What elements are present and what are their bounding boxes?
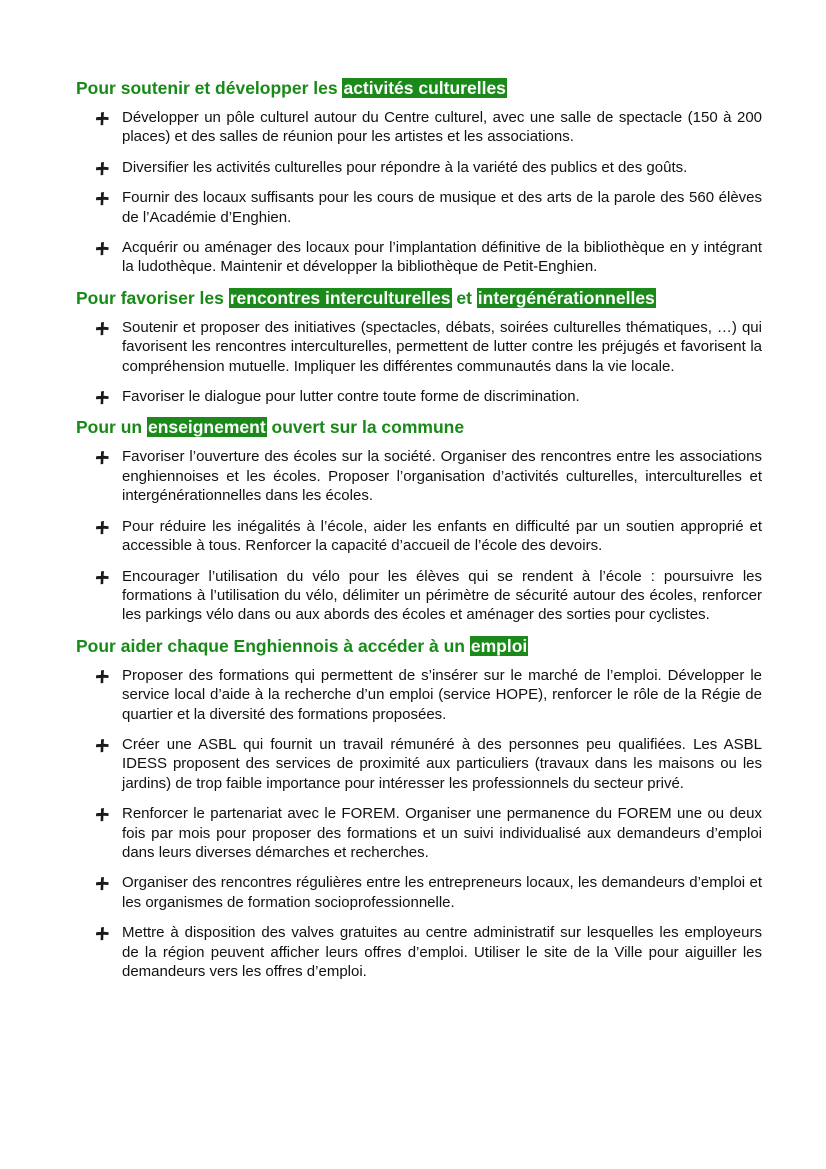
list-item [76,517,762,556]
cross-plus-icon [95,520,110,535]
list-item-text: Fournir des locaux suffisants pour les cours de musique et des arts de la parole des 560 élèves de l’Académie d’Enghien. [122,189,762,226]
list-item-text: Mettre à disposition des valves gratuites au centre administratif sur lesquelles les employeurs de la région peuvent afficher leurs offres d’emploi. Utiliser le site de la Ville pour aiguiller les demandeurs vers les offres d’emploi. [122,924,762,980]
list-item-text: Favoriser l’ouverture des écoles sur la société. Organiser des rencontres entre les associations enghiennoises et les écoles. Proposer l’organisation d’activités culturelles, interculturelles et intergénérationnelles dans les écoles. [122,448,762,505]
cross-plus-icon [95,876,110,891]
cross-plus-icon [95,191,110,206]
section-heading [76,636,762,657]
list-item [76,238,762,277]
section-4 [76,636,762,982]
cross-plus-icon [95,450,110,465]
cross-plus-icon [95,570,110,585]
list-item [76,735,762,793]
heading-text: Pour soutenir et développer les [76,78,343,98]
heading-text: ouvert sur la commune [266,417,465,438]
heading-highlight: emploi [470,635,528,656]
cross-plus-icon [95,738,110,753]
heading-text: Pour favoriser les [76,287,229,308]
heading-highlight: intergénérationnelles [477,287,655,308]
list-item-text: Soutenir et proposer des initiatives (spectacles, débats, soirées culturelles thématiques, …) qui favorisent les rencontres interculturelles, permettent de lutter contre les préjugés et favorisent la compréhension mutuelle. Impliquer les différentes communautés dans la vie locale. [122,318,762,375]
heading-highlight: enseignement [147,417,266,438]
cross-plus-icon [95,111,110,126]
bullet-list [76,318,762,407]
list-item [76,387,762,406]
list-item-text: Proposer des formations qui permettent de s’insérer sur le marché de l’emploi. Développer le service local d’aide à la recherche d’un emploi (service HOPE), renforcer le rôle de la Régie de quartier et la diversité des formations proposées. [122,666,762,723]
list-item-text: Favoriser le dialogue pour lutter contre toute forme de discrimination. [122,388,580,406]
heading-text: Pour aider chaque Enghiennois à accéder à un [76,635,470,656]
list-item [76,804,762,862]
list-item [76,567,762,625]
list-item-text: Acquérir ou aménager des locaux pour l’implantation définitive de la bibliothèque en y intégrant la ludothèque. Maintenir et développer la bibliothèque de Petit-Enghien. [122,239,762,276]
list-item-text: Organiser des rencontres régulières entre les entrepreneurs locaux, les demandeurs d’emploi et les organismes de formation socioprofessionnelle. [122,874,762,911]
heading-text: Pour un [76,417,147,438]
bullet-list [76,108,762,277]
cross-plus-icon [95,807,110,822]
heading-highlight: rencontres interculturelles [229,287,451,308]
list-item [76,188,762,227]
list-item-text: Encourager l’utilisation du vélo pour les élèves qui se rendent à l’école : poursuivre les formations à l’utilisation du vélo, délimiter un périmètre de sécurité autour des écoles, renforcer les parkings vélo dans ou aux abords des écoles et aménager des sorties pour cyclistes. [122,567,762,624]
list-item-text: Pour réduire les inégalités à l’école, aider les enfants en difficulté par un soutien approprié et accessible à tous. Renforcer la capacité d’accueil de l’école des devoirs. [122,517,762,555]
cross-plus-icon [95,241,110,256]
list-item [76,666,762,724]
list-item [76,158,762,177]
section-3 [76,417,762,624]
list-item [76,447,762,505]
section-heading [76,288,762,309]
cross-plus-icon [95,669,110,684]
cross-plus-icon [95,161,110,176]
list-item-text: Développer un pôle culturel autour du Centre culturel, avec une salle de spectacle (150 à 200 places) et des salles de réunion pour les artistes et les associations. [122,109,762,146]
list-item [76,923,762,981]
heading-highlight: activités culturelles [343,78,506,98]
bullet-list [76,447,762,624]
section-heading [76,78,762,99]
cross-plus-icon [95,390,110,405]
section-2 [76,288,762,407]
heading-text: et [451,287,477,308]
list-item-text: Diversifier les activités culturelles pour répondre à la variété des publics et des goûts. [122,158,688,176]
bullet-list [76,666,762,982]
list-item-text: Créer une ASBL qui fournit un travail rémunéré à des personnes peu qualifiées. Les ASBL IDESS proposent des services de proximité aux particuliers (travaux dans les maisons ou les jardins) de trop faible importance pour intéresser les professionnels du secteur privé. [122,735,762,792]
list-item [76,873,762,912]
list-item [76,318,762,376]
cross-plus-icon [95,926,110,941]
list-item-text: Renforcer le partenariat avec le FOREM. Organiser une permanence du FOREM une ou deux fois par mois pour proposer des formations et un suivi individualisé aux demandeurs d’emploi dans leurs diverses démarches et recherches. [122,805,762,861]
section-heading [76,417,762,438]
cross-plus-icon [95,321,110,336]
section-1 [76,78,762,277]
document-page [76,78,762,992]
list-item [76,108,762,147]
